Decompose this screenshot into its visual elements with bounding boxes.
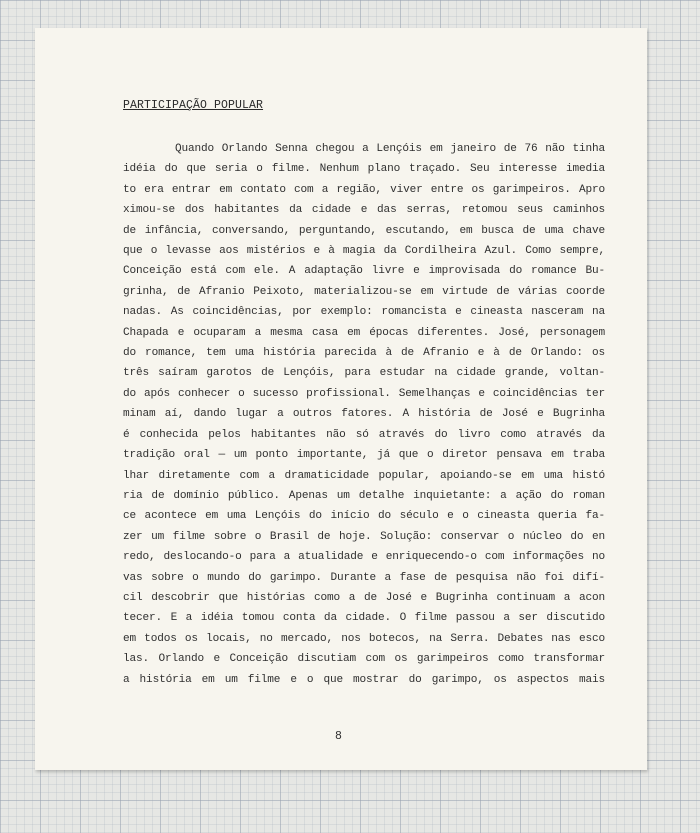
text-line: minam aí, dando lugar a outros fatores. A história de José e Bugrinha	[123, 408, 605, 421]
text-line: tradição oral — um ponto importante, já que o diretor pensava em traba	[123, 449, 605, 462]
text-line: do após conhecer o sucesso profissional. Semelhanças e coincidências ter	[123, 387, 605, 400]
document-page	[35, 28, 647, 770]
text-line: ria de domínio público. Apenas um detalhe inquietante: a ação do roman	[123, 489, 605, 502]
text-line: tecer. E a idéia tomou conta da cidade. O filme passou a ser discutido	[123, 612, 605, 625]
text-line: Quando Orlando Senna chegou a Lençóis em janeiro de 76 não tinha	[175, 143, 605, 155]
text-line: de infância, conversando, perguntando, escutando, em busca de uma chave	[123, 224, 605, 237]
text-line: nadas. As coincidências, por exemplo: romancista e cineasta nasceram na	[123, 306, 605, 319]
text-line: to era entrar em contato com a região, viver entre os garimpeiros. Apro	[123, 183, 605, 196]
text-line: vas sobre o mundo do garimpo. Durante a fase de pesquisa não foi difí-	[123, 571, 605, 584]
text-line: Conceição está com ele. A adaptação livre e improvisada do romance Bu-	[123, 265, 605, 278]
body-text	[123, 139, 605, 690]
page-number: 8	[335, 730, 342, 743]
text-line: zer um filme sobre o Brasil de hoje. Solução: conservar o núcleo do en	[123, 530, 605, 543]
text-line: ce acontece em uma Lençóis do início do século e o cineasta queria fa-	[123, 510, 605, 523]
text-line: ximou-se dos habitantes da cidade e das serras, retomou seus caminhos	[123, 204, 605, 217]
text-line: las. Orlando e Conceição discutiam com os garimpeiros como transformar	[123, 653, 605, 666]
text-line: redo, deslocando-o para a atualidade e enriquecendo-o com informações no	[123, 551, 605, 564]
section-title: PARTICIPAÇÃO POPULAR	[123, 99, 264, 112]
text-line: três saíram garotos de Lençóis, para estudar na cidade grande, voltan-	[123, 367, 605, 380]
text-line: é conhecida pelos habitantes não só através do livro como através da	[123, 428, 605, 441]
text-line: lhar diretamente com a dramaticidade popular, apoiando-se em uma histó	[123, 469, 605, 482]
text-line: grinha, de Afranio Peixoto, materializou-se em virtude de várias coorde	[123, 285, 605, 298]
text-line: Chapada e ocuparam a mesma casa em épocas diferentes. José, personagem	[123, 326, 605, 339]
text-line: cil descobrir que histórias como a de José e Bugrinha continuam a acon	[123, 591, 605, 604]
text-line: a história em um filme e o que mostrar do garimpo, os aspectos mais	[123, 673, 605, 686]
text-line: do romance, tem uma história parecida à de Afranio e à de Orlando: os	[123, 347, 605, 360]
text-line: que o levasse aos mistérios e à magia da Cordilheira Azul. Como sempre,	[123, 245, 605, 258]
text-line: idéia do que seria o filme. Nenhum plano traçado. Seu interesse imedia	[123, 163, 605, 176]
text-line: em todos os locais, no mercado, nos botecos, na Serra. Debates nas esco	[123, 632, 605, 645]
